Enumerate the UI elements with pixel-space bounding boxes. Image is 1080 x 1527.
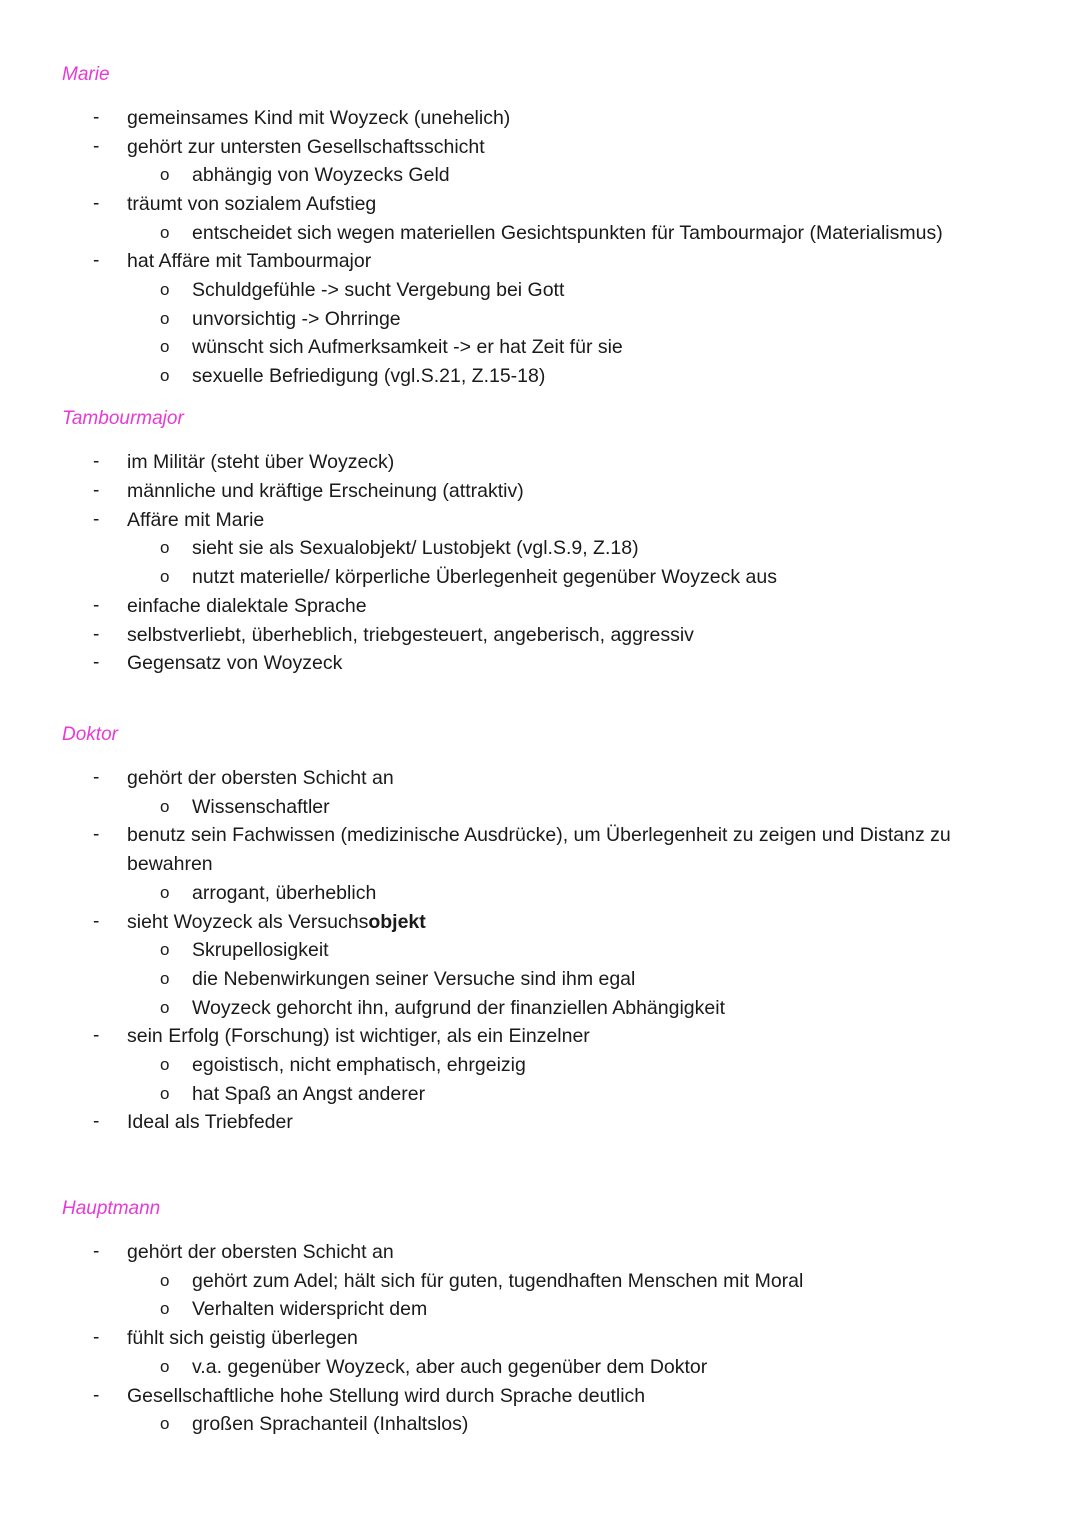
sub-list-item: Verhalten widerspricht dem: [192, 1298, 428, 1320]
list-item: gehört zur untersten Gesellschaftsschicht: [127, 136, 485, 158]
list-item: sein Erfolg (Forschung) ist wichtiger, als ein Einzelner: [127, 1025, 590, 1047]
list-item: Affäre mit Marie: [127, 509, 265, 531]
list-item: selbstverliebt, überheblich, triebgesteuert, angeberisch, aggressiv: [127, 624, 694, 646]
dash-bullet: -: [93, 595, 100, 616]
sub-list-item: abhängig von Woyzecks Geld: [192, 164, 450, 186]
list-item-continuation: bewahren: [127, 853, 213, 875]
list-item: benutz sein Fachwissen (medizinische Ausdrücke), um Überlegenheit zu zeigen und Distanz zu: [127, 824, 951, 846]
list-item: gehört der obersten Schicht an: [127, 767, 394, 789]
dash-bullet: -: [93, 480, 100, 501]
circle-bullet: o: [160, 165, 170, 184]
circle-bullet: o: [160, 538, 170, 557]
circle-bullet: o: [160, 1414, 170, 1433]
list-item: Ideal als Triebfeder: [127, 1111, 293, 1133]
dash-bullet: -: [93, 911, 100, 932]
dash-bullet: -: [93, 1111, 100, 1132]
circle-bullet: o: [160, 1357, 170, 1376]
list-item: gemeinsames Kind mit Woyzeck (unehelich): [127, 107, 511, 129]
bold-emphasis: objekt: [368, 911, 426, 933]
heading-marie: Marie: [62, 64, 110, 85]
dash-bullet: -: [93, 624, 100, 645]
circle-bullet: o: [160, 567, 170, 586]
list-item-text: sieht Woyzeck als Versuchs: [127, 911, 369, 933]
list-item: einfache dialektale Sprache: [127, 595, 367, 617]
list-item: [127, 908, 426, 937]
sub-list-item: unvorsichtig -> Ohrringe: [192, 308, 401, 330]
sub-list-item: v.a. gegenüber Woyzeck, aber auch gegenüber dem Doktor: [192, 1356, 708, 1378]
list-item: fühlt sich geistig überlegen: [127, 1327, 358, 1349]
circle-bullet: o: [160, 998, 170, 1017]
circle-bullet: o: [160, 366, 170, 385]
sub-list-item: die Nebenwirkungen seiner Versuche sind ihm egal: [192, 968, 636, 990]
dash-bullet: -: [93, 767, 100, 788]
circle-bullet: o: [160, 969, 170, 988]
sub-list-item: großen Sprachanteil (Inhaltslos): [192, 1413, 469, 1435]
dash-bullet: -: [93, 509, 100, 530]
list-item: gehört der obersten Schicht an: [127, 1241, 394, 1263]
circle-bullet: o: [160, 1055, 170, 1074]
list-item: hat Affäre mit Tambourmajor: [127, 250, 372, 272]
dash-bullet: -: [93, 1241, 100, 1262]
sub-list-item: arrogant, überheblich: [192, 882, 377, 904]
sub-list-item: wünscht sich Aufmerksamkeit -> er hat Zeit für sie: [192, 336, 623, 358]
list-item: Gegensatz von Woyzeck: [127, 652, 343, 674]
heading-doktor: Doktor: [62, 724, 118, 745]
dash-bullet: -: [93, 193, 100, 214]
list-item: im Militär (steht über Woyzeck): [127, 451, 395, 473]
sub-list-item: entscheidet sich wegen materiellen Gesichtspunkten für Tambourmajor (Materialismus): [192, 222, 943, 244]
circle-bullet: o: [160, 337, 170, 356]
dash-bullet: -: [93, 136, 100, 157]
list-item: Gesellschaftliche hohe Stellung wird durch Sprache deutlich: [127, 1385, 646, 1407]
dash-bullet: -: [93, 1327, 100, 1348]
circle-bullet: o: [160, 883, 170, 902]
circle-bullet: o: [160, 1299, 170, 1318]
circle-bullet: o: [160, 309, 170, 328]
sub-list-item: Woyzeck gehorcht ihn, aufgrund der finanziellen Abhängigkeit: [192, 997, 725, 1019]
circle-bullet: o: [160, 797, 170, 816]
circle-bullet: o: [160, 940, 170, 959]
dash-bullet: -: [93, 451, 100, 472]
sub-list-item: hat Spaß an Angst anderer: [192, 1083, 426, 1105]
circle-bullet: o: [160, 1271, 170, 1290]
sub-list-item: sexuelle Befriedigung (vgl.S.21, Z.15-18): [192, 365, 546, 387]
sub-list-item: Wissenschaftler: [192, 796, 330, 818]
sub-list-item: gehört zum Adel; hält sich für guten, tugendhaften Menschen mit Moral: [192, 1270, 804, 1292]
sub-list-item: Skrupellosigkeit: [192, 939, 329, 961]
dash-bullet: -: [93, 824, 100, 845]
circle-bullet: o: [160, 280, 170, 299]
dash-bullet: -: [93, 1385, 100, 1406]
dash-bullet: -: [93, 250, 100, 271]
sub-list-item: nutzt materielle/ körperliche Überlegenheit gegenüber Woyzeck aus: [192, 566, 777, 588]
dash-bullet: -: [93, 652, 100, 673]
circle-bullet: o: [160, 1084, 170, 1103]
circle-bullet: o: [160, 223, 170, 242]
dash-bullet: -: [93, 1025, 100, 1046]
sub-list-item: sieht sie als Sexualobjekt/ Lustobjekt (vgl.S.9, Z.18): [192, 537, 639, 559]
list-item: männliche und kräftige Erscheinung (attraktiv): [127, 480, 524, 502]
heading-hauptmann: Hauptmann: [62, 1198, 161, 1219]
dash-bullet: -: [93, 107, 100, 128]
heading-tambourmajor: Tambourmajor: [62, 408, 184, 429]
list-item: träumt von sozialem Aufstieg: [127, 193, 377, 215]
sub-list-item: egoistisch, nicht emphatisch, ehrgeizig: [192, 1054, 526, 1076]
sub-list-item: Schuldgefühle -> sucht Vergebung bei Gott: [192, 279, 565, 301]
